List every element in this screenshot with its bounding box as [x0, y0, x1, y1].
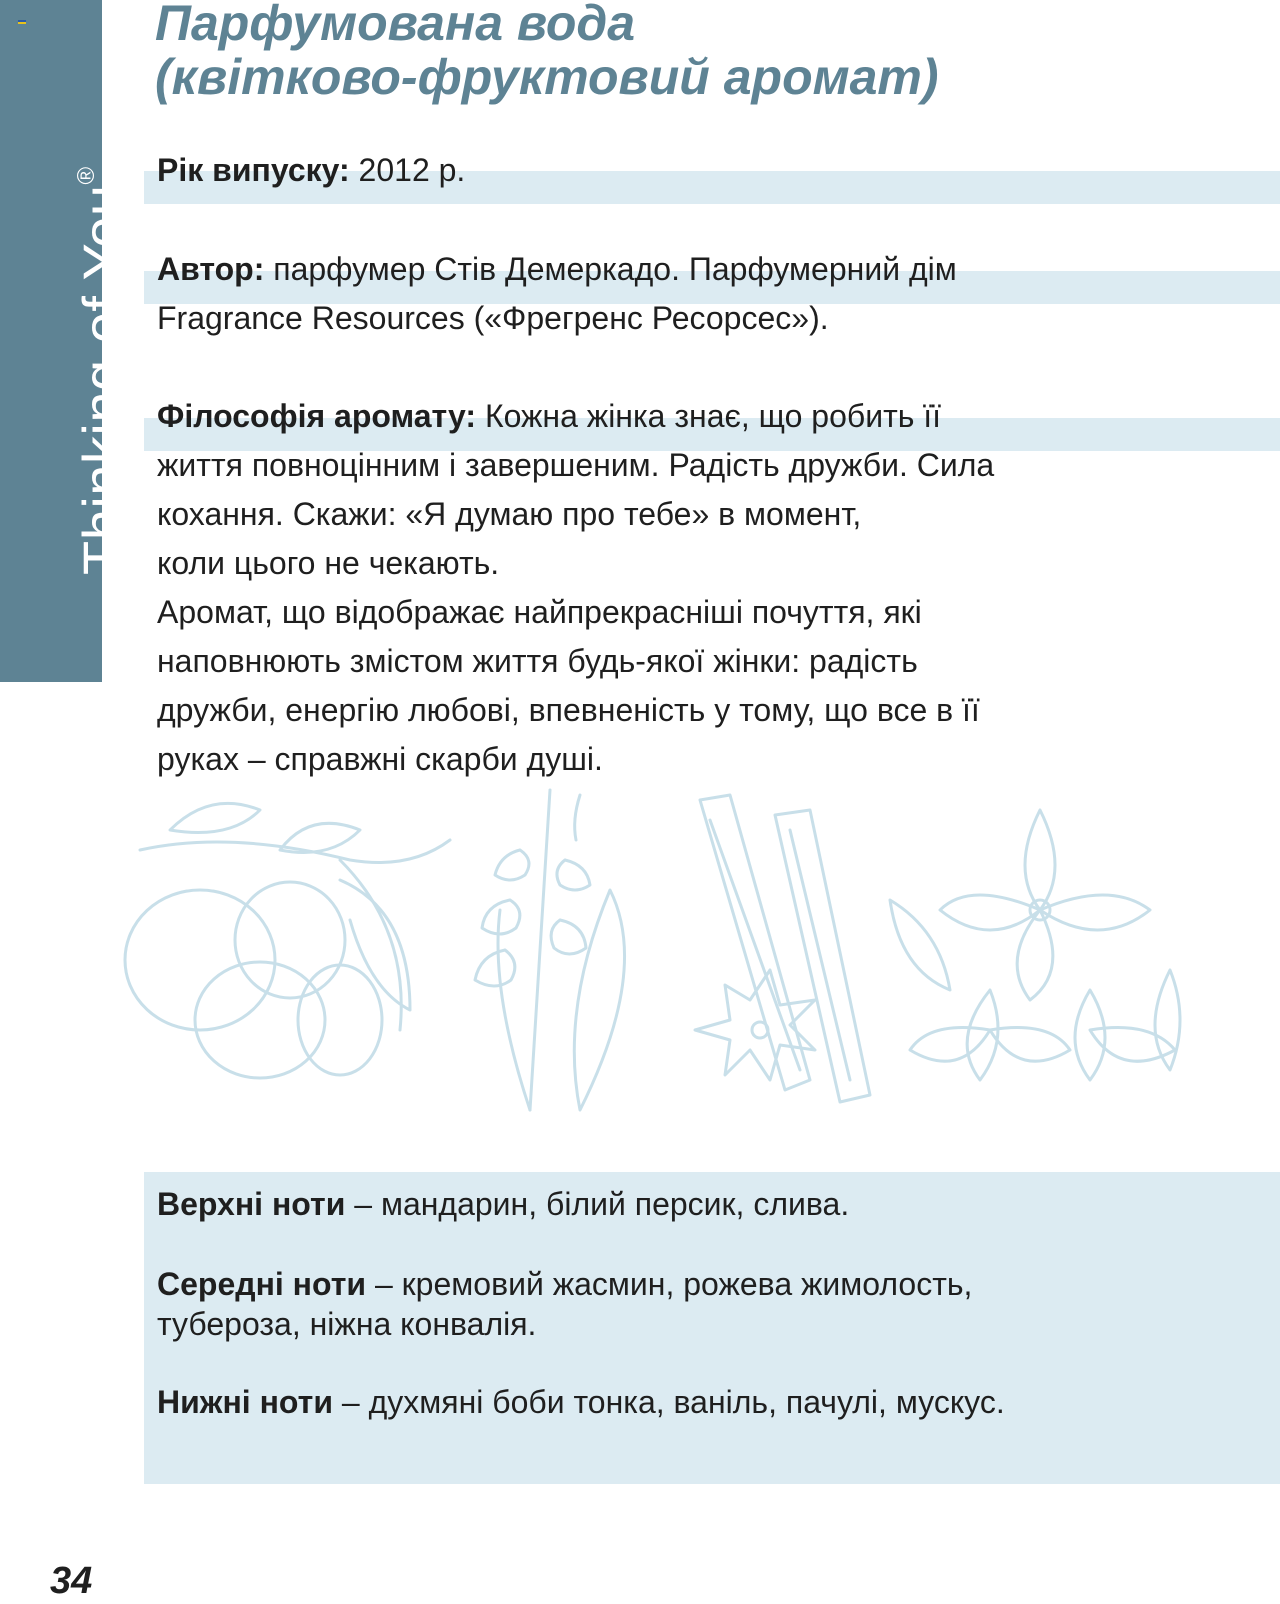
middle-notes: Середні ноти – кремовий жасмин, рожева жимолость, тубероза, ніжна конвалія. [157, 1266, 973, 1342]
author-label: Автор: [157, 251, 265, 287]
cinnamon-star-anise-icon [695, 795, 870, 1102]
philosophy-label: Філософія аромату: [157, 398, 477, 434]
release-label: Рік випуску: [157, 152, 350, 188]
title-line-1: Парфумована вода [155, 0, 636, 51]
philosophy-paragraph: Філософія аромату: Кожна жінка знає, що робить її життя повноцінним і завершеним. Радість дружби. Сила кохання. Скажи: «Я думаю про тебе» в момент, коли цього не чекають. Аромат, що відображає найпрекрасніші почуття, які наповнюють змістом життя будь-якої жінки: радість дружби, енергію любові, впевненість у тому, що все в її руках – справжні скарби душі. [157, 398, 995, 777]
author-paragraph: Автор: парфумер Стів Демеркадо. Парфумерний дім Fragrance Resources («Фрегренс Ресорсес»). [157, 251, 957, 336]
base-notes-label: Нижні ноти [157, 1384, 333, 1420]
page-title [155, 0, 939, 104]
notes-panel [144, 1172, 1280, 1484]
flag-icon [18, 20, 26, 25]
title-line-2: (квітково-фруктовий аромат) [155, 49, 939, 105]
release-value: 2012 р. [349, 152, 466, 188]
ingredients-illustration [110, 790, 1220, 1130]
page-number: 34 [50, 1560, 93, 1602]
side-tab [0, 0, 134, 682]
jasmine-flower-icon [890, 810, 1180, 1080]
top-notes: Верхні ноти – мандарин, білий персик, слива. [157, 1186, 850, 1222]
middle-notes-label: Середні ноти [157, 1266, 367, 1302]
plum-branch-icon [125, 803, 450, 1078]
brand-label: Thinking of You® [71, 166, 134, 575]
top-notes-label: Верхні ноти [157, 1186, 346, 1222]
release-year [157, 146, 1267, 195]
lily-of-the-valley-icon [475, 790, 625, 1110]
base-notes: Нижні ноти – духмяні боби тонка, ваніль, пачулі, мускус. [157, 1384, 1005, 1420]
